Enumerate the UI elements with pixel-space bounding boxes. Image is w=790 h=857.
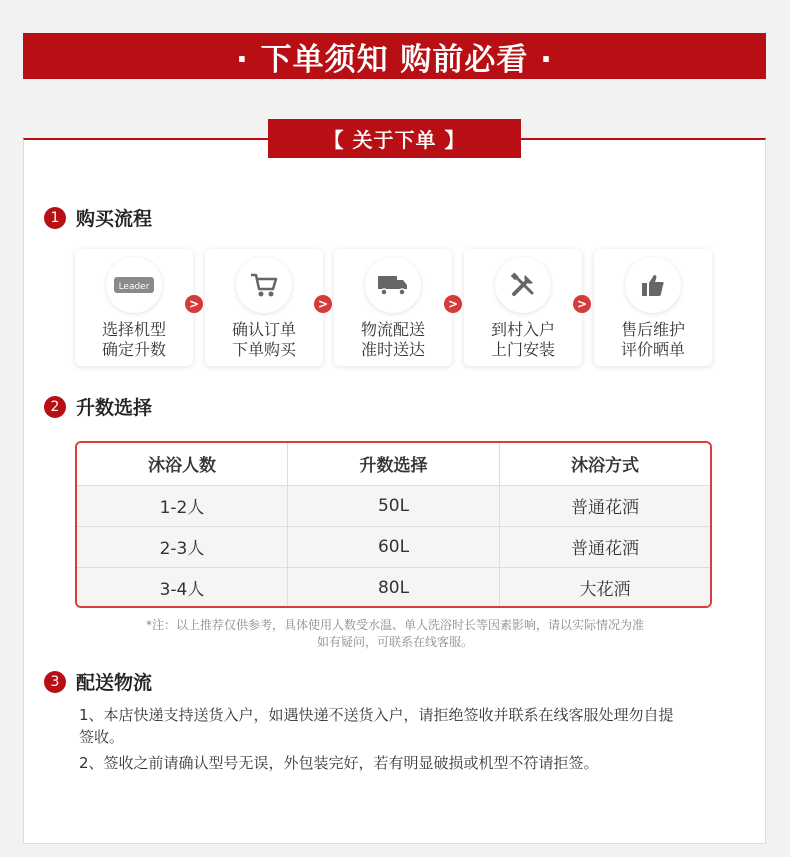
delivery-paragraph-1: 1、本店快递支持送货入户，如遇快递不送货入户，请拒绝签收并联系在线客服处理勿自提签收。	[79, 706, 674, 746]
step-number-badge: 2	[44, 396, 66, 418]
step-label-line1: 售后维护	[620, 320, 685, 339]
table-cell: 50L	[287, 485, 499, 526]
section-title: 【 关于下单 】	[268, 119, 521, 158]
tools-icon	[495, 257, 551, 313]
chevron-right-icon: >	[444, 295, 462, 313]
table-cell: 普通花洒	[500, 526, 711, 567]
step-label-line2: 下单购买	[231, 340, 296, 359]
column-header: 沐浴人数	[77, 443, 287, 485]
step-number-badge: 3	[44, 671, 66, 693]
step-label-line2: 准时送达	[360, 340, 425, 359]
chevron-right-icon: >	[314, 295, 332, 313]
table-row	[77, 526, 710, 567]
step-label-line2: 确定升数	[101, 340, 166, 359]
chevron-right-icon: >	[185, 295, 203, 313]
heading-purchase-flow	[44, 204, 152, 231]
heading-text: 升数选择	[76, 397, 153, 419]
chevron-right-icon: >	[573, 295, 591, 313]
step-card-after-sales	[594, 249, 712, 366]
thumbs-up-icon	[625, 257, 681, 313]
table-cell: 普通花洒	[500, 485, 711, 526]
table-cell: 3-4人	[77, 567, 287, 608]
step-label-line1: 物流配送	[360, 320, 425, 339]
banner-title: · 下单须知 购前必看 ·	[23, 33, 766, 79]
table-cell: 60L	[287, 526, 499, 567]
table-row	[77, 485, 710, 526]
capacity-table	[75, 441, 712, 608]
capacity-note	[100, 617, 690, 651]
step-label-line2: 上门安装	[490, 340, 555, 359]
table-cell: 大花洒	[500, 567, 711, 608]
step-card-select-model	[75, 249, 193, 366]
step-card-installation	[464, 249, 582, 366]
leader-logo-icon	[106, 257, 162, 313]
step-label-line1: 选择机型	[101, 320, 166, 339]
step-label-line1: 到村入户	[490, 320, 555, 339]
column-header: 沐浴方式	[500, 443, 711, 485]
heading-capacity	[44, 393, 152, 420]
table-cell: 2-3人	[77, 526, 287, 567]
step-label-line2: 评价晒单	[620, 340, 685, 359]
delivery-truck-icon	[365, 257, 421, 313]
table-row	[77, 567, 710, 608]
heading-delivery	[44, 668, 152, 695]
delivery-paragraph-2: 2、签收之前请确认型号无误，外包装完好，若有明显破损或机型不符请拒签。	[79, 754, 599, 772]
column-header: 升数选择	[287, 443, 499, 485]
table-header-row	[77, 443, 710, 485]
heading-text: 购买流程	[76, 208, 153, 230]
shopping-cart-icon	[236, 257, 292, 313]
heading-text: 配送物流	[76, 672, 153, 694]
step-card-confirm-order	[205, 249, 323, 366]
step-number-badge: 1	[44, 207, 66, 229]
step-label-line1: 确认订单	[231, 320, 296, 339]
leader-logo-text: Leader	[118, 282, 150, 292]
note-line: 如有疑问，可联系在线客服。	[316, 635, 473, 649]
note-line: *注：以上推荐仅供参考，具体使用人数受水温、单人洗浴时长等因素影响，请以实际情况为准	[145, 618, 644, 632]
table-cell: 1-2人	[77, 485, 287, 526]
step-card-logistics	[334, 249, 452, 366]
table-cell: 80L	[287, 567, 499, 608]
